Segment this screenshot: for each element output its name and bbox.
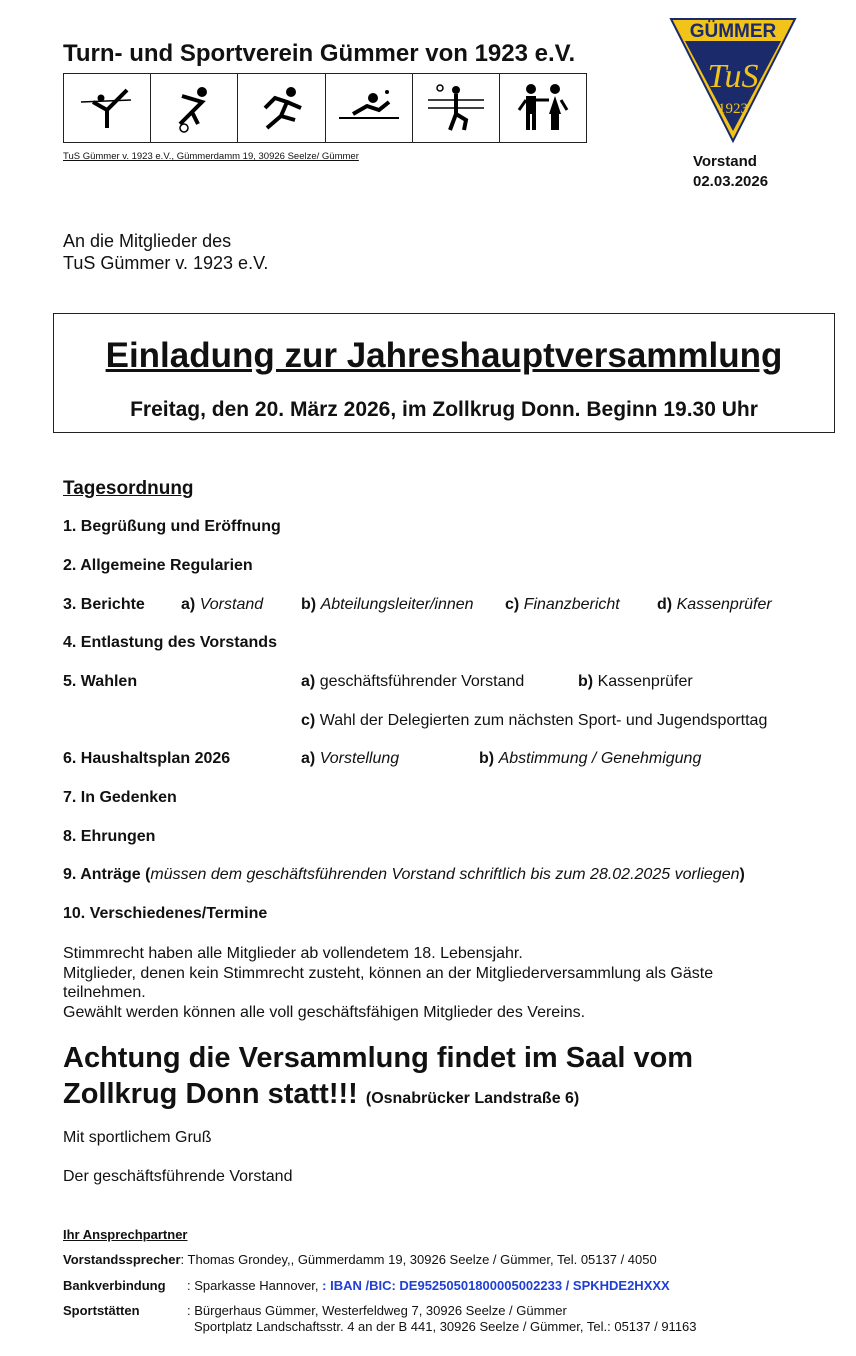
pictogram-cell: [238, 74, 325, 142]
pictogram-cell: [64, 74, 151, 142]
contact-speaker: Vorstandssprecher: Thomas Grondey,, Gümmerdamm 19, 30926 Seelze / Gümmer, Tel. 05137 / 4050: [63, 1252, 657, 1267]
logo-year: 1923: [718, 101, 748, 117]
agenda-item-5c: c) Wahl der Delegierten zum nächsten Sport- und Jugendsporttag: [301, 712, 768, 729]
running-icon: [245, 80, 317, 136]
invitation-subtitle: Freitag, den 20. März 2026, im Zollkrug Donn. Beginn 19.30 Uhr: [130, 398, 758, 421]
pictogram-cell: [413, 74, 500, 142]
agenda-item-6b: b) Abstimmung / Genehmigung: [479, 750, 702, 767]
agenda-item-6a: a) Vorstellung: [301, 750, 400, 767]
sender-label: Vorstand: [693, 153, 757, 170]
agenda-item-3a: a) Vorstand: [181, 596, 264, 613]
recipient-line-1: An die Mitglieder des: [63, 231, 232, 251]
agenda-item-9: 9. Anträge (müssen dem geschäftsführenden Vorstand schriftlich bis zum 28.02.2025 vorliegen): [63, 866, 745, 883]
club-logo: [667, 15, 799, 145]
location-address: (Osnabrücker Landstraße 6): [365, 1090, 580, 1107]
pictogram-cell: [326, 74, 413, 142]
pictogram-cell: [151, 74, 238, 142]
volleyball-icon: [420, 80, 492, 136]
voting-note: [63, 944, 783, 1022]
greeting: Mit sportlichem Gruß: [63, 1129, 212, 1146]
agenda-item-1: 1. Begrüßung und Eröffnung: [63, 518, 281, 535]
letter-date: 02.03.2026: [693, 173, 769, 190]
agenda-item-3c: c) Finanzbericht: [505, 596, 620, 613]
signature: Der geschäftsführende Vorstand: [63, 1168, 293, 1185]
agenda-heading: Tagesordnung: [63, 478, 194, 499]
invitation-title: Einladung zur Jahreshauptversammlung: [105, 336, 783, 375]
agenda-item-3d: d) Kassenprüfer: [657, 596, 772, 613]
agenda-item-6: 6. Haushaltsplan 2026: [63, 750, 231, 767]
contact-venue-1: : Bürgerhaus Gümmer, Westerfeldweg 7, 30926 Seelze / Gümmer: [187, 1303, 567, 1318]
location-notice-line-2: Zollkrug Donn statt!!! (Osnabrücker Landstraße 6): [63, 1078, 580, 1110]
table-tennis-icon: [333, 80, 405, 136]
agenda-item-5b: b) Kassenprüfer: [578, 673, 693, 690]
agenda-item-3b: b) Abteilungsleiter/innen: [301, 596, 474, 613]
agenda-item-4: 4. Entlastung des Vorstands: [63, 634, 277, 651]
logo-monogram: TuS: [707, 58, 759, 95]
contact-venue-2: Sportplatz Landschaftsstr. 4 an der B 441, 30926 Seelze / Gümmer, Tel.: 05137 / 91163: [194, 1319, 697, 1334]
gymnastics-icon: [71, 80, 143, 136]
agenda-item-8: 8. Ehrungen: [63, 828, 156, 845]
contact-bank-label: Bankverbindung: [63, 1278, 166, 1293]
sender-address: TuS Gümmer v. 1923 e.V., Gümmerdamm 19, 30926 Seelze/ Gümmer: [63, 151, 359, 162]
invitation-box: [53, 313, 835, 433]
logo-top-text: GÜMMER: [689, 21, 777, 42]
contact-venues-label: Sportstätten: [63, 1303, 140, 1318]
voting-note-line-2: Mitglieder, denen kein Stimmrecht zusteht, können an der Mitgliederversammlung als Gäste teilnehmen.: [63, 964, 714, 1001]
agenda-item-5a: a) geschäftsführender Vorstand: [301, 673, 525, 690]
agenda-item-3: 3. Berichte: [63, 596, 145, 613]
agenda-item-7: 7. In Gedenken: [63, 789, 177, 806]
org-title: Turn- und Sportverein Gümmer von 1923 e.V.: [63, 40, 576, 67]
contact-bank: : Sparkasse Hannover, : IBAN /BIC: DE95250501800005002233 / SPKHDE2HXXX: [187, 1278, 670, 1293]
contacts-heading: Ihr Ansprechpartner: [63, 1227, 188, 1242]
sport-pictogram-row: [63, 73, 587, 143]
pictogram-cell: [500, 74, 586, 142]
location-notice-line-1: Achtung die Versammlung findet im Saal vom: [63, 1042, 694, 1074]
agenda-item-10: 10. Verschiedenes/Termine: [63, 905, 268, 922]
bank-iban: : IBAN /BIC: DE95250501800005002233 / SPKHDE2HXXX: [322, 1278, 670, 1293]
location-notice: [63, 1040, 693, 1117]
agenda-item-2: 2. Allgemeine Regularien: [63, 557, 253, 574]
recipient-line-2: TuS Gümmer v. 1923 e.V.: [63, 253, 269, 273]
recipient-block: [63, 230, 268, 274]
voting-note-line-1: Stimmrecht haben alle Mitglieder ab vollendetem 18. Lebensjahr.: [63, 945, 523, 962]
agenda-item-5: 5. Wahlen: [63, 673, 138, 690]
football-icon: [158, 80, 230, 136]
sender-info: [693, 152, 768, 192]
voting-note-line-3: Gewählt werden können alle voll geschäftsfähigen Mitglieder des Vereins.: [63, 1003, 586, 1021]
dancing-icon: [507, 80, 579, 136]
